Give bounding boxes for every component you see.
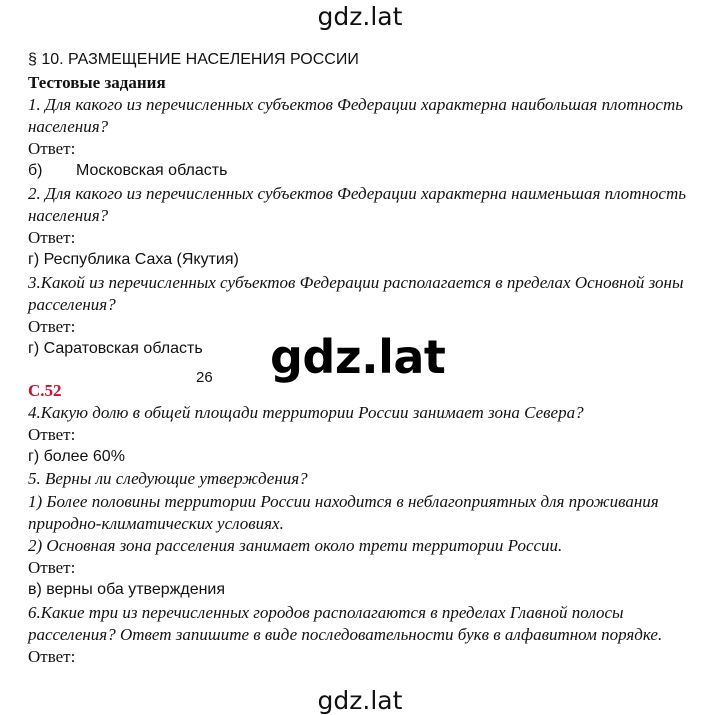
q5-line1: 5. Верны ли следующие утверждения?: [28, 469, 308, 488]
q6-line1: 6.Какие три из перечисленных городов располагаются в пределах Главной полосы: [28, 603, 624, 622]
q2-answer-label: Ответ:: [28, 228, 76, 247]
page-ref: С.52: [28, 381, 62, 400]
page-number: 26: [196, 369, 213, 386]
q6-line2: расселения? Ответ запишите в виде последовательности букв в алфавитном порядке.: [28, 625, 663, 644]
q4-answer: г) более 60%: [28, 448, 125, 465]
q1-answer-label: Ответ:: [28, 139, 76, 158]
q2-line2: населения?: [28, 206, 109, 225]
q3-line1: 3.Какой из перечисленных субъектов Федерации располагается в пределах Основной зоны: [28, 273, 684, 292]
watermark-bottom: gdz.lat: [317, 686, 403, 715]
q1-line2: населения?: [28, 117, 109, 136]
q5-answer-label: Ответ:: [28, 558, 76, 577]
q4-line1: 4.Какую долю в общей площади территории России занимает зона Севера?: [28, 403, 584, 422]
q5-statement2: 2) Основная зона расселения занимает около трети территории России.: [28, 536, 563, 555]
q3-answer: г) Саратовская область: [28, 340, 203, 357]
q2-answer: г) Республика Саха (Якутия): [28, 251, 239, 268]
q1-answer-letter: б): [28, 162, 43, 179]
watermark-middle: gdz.lat: [270, 330, 446, 384]
q5-statement1-line2: природно-климатических условиях.: [28, 514, 284, 533]
q1-answer: [28, 161, 227, 181]
q1-line1: 1. Для какого из перечисленных субъектов Федерации характерна наибольшая плотность: [28, 95, 683, 114]
q3-answer-label: Ответ:: [28, 317, 76, 336]
watermark-top: gdz.lat: [317, 2, 403, 31]
section-title: § 10. РАЗМЕЩЕНИЕ НАСЕЛЕНИЯ РОССИИ: [28, 51, 359, 68]
q3-line2: расселения?: [28, 295, 116, 314]
q1-answer-text: Московская область: [76, 162, 228, 179]
q2-line1: 2. Для какого из перечисленных субъектов Федерации характерна наименьшая плотность: [28, 184, 686, 203]
q5-answer: в) верны оба утверждения: [28, 581, 226, 598]
subtitle: Тестовые задания: [28, 73, 166, 92]
q6-answer-label: Ответ:: [28, 647, 76, 666]
q5-statement1-line1: 1) Более половины территории России находится в неблагоприятных для проживания: [28, 492, 659, 511]
q4-answer-label: Ответ:: [28, 425, 76, 444]
